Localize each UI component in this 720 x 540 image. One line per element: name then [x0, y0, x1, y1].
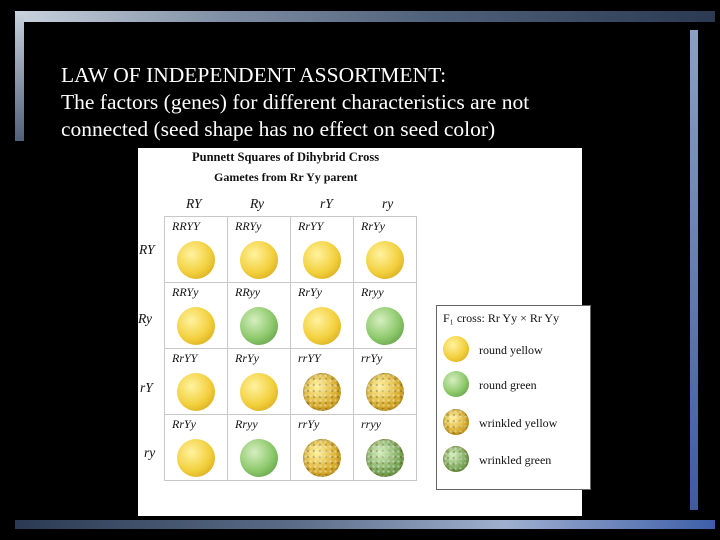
genotype-label: RRYy: [172, 285, 199, 299]
legend-label-round-yellow: round yellow: [479, 343, 543, 357]
wrinkle-texture: [366, 439, 404, 477]
punnett-cell: [353, 282, 417, 349]
frame-top-bar: [15, 11, 715, 22]
seed-round-yellow: [177, 241, 215, 279]
frame-right-bar: [690, 30, 698, 510]
legend-label-wrinkled-yellow: wrinkled yellow: [479, 416, 558, 430]
punnett-cell: [353, 216, 417, 283]
slide-title: [61, 62, 621, 143]
punnett-cell: [227, 348, 291, 415]
frame-bottom-bar: [15, 520, 715, 529]
frame-left-bar: [15, 11, 24, 141]
genotype-label: rrYy: [298, 417, 320, 431]
title-line-3: connected (seed shape has no effect on seed color): [61, 117, 496, 141]
genotype-label: RrYy: [172, 417, 196, 431]
seed-wrinkled-yellow: [303, 439, 341, 477]
punnett-cell: [227, 282, 291, 349]
punnett-cell: [290, 414, 354, 481]
seed-round-green: [366, 307, 404, 345]
genotype-label: Rryy: [235, 417, 258, 431]
genotype-label: RrYy: [361, 219, 385, 233]
punnett-cell: [290, 282, 354, 349]
legend-seed-round-yellow: [443, 336, 469, 362]
wrinkle-texture: [366, 373, 404, 411]
seed-round-yellow: [177, 439, 215, 477]
genotype-label: RrYY: [298, 219, 324, 233]
figure-heading: Punnett Squares of Dihybrid Cross: [192, 150, 380, 164]
title-line-1: LAW OF INDEPENDENT ASSORTMENT:: [61, 63, 447, 87]
legend-seed-wrinkled-yellow: [443, 409, 469, 435]
punnett-cell: [290, 216, 354, 283]
punnett-cell: [353, 414, 417, 481]
seed-round-yellow: [240, 241, 278, 279]
title-line-2: The factors (genes) for different characteristics are not: [61, 90, 530, 114]
genotype-label: RRYy: [235, 219, 262, 233]
row-gamete-label: Ry: [138, 311, 152, 326]
wrinkle-texture: [443, 446, 469, 472]
genotype-label: RrYY: [172, 351, 198, 365]
genotype-label: Rryy: [361, 285, 384, 299]
wrinkle-texture: [303, 439, 341, 477]
legend-label-wrinkled-green: wrinkled green: [479, 453, 552, 467]
legend-seed-wrinkled-green: [443, 446, 469, 472]
genotype-label: RrYy: [235, 351, 259, 365]
legend-seed-round-green: [443, 371, 469, 397]
figure-subheading: Gametes from Rr Yy parent: [214, 170, 358, 184]
seed-round-green: [240, 439, 278, 477]
seed-round-yellow: [303, 241, 341, 279]
seed-wrinkled-yellow: [303, 373, 341, 411]
punnett-cell: [353, 348, 417, 415]
seed-round-yellow: [366, 241, 404, 279]
seed-round-yellow: [303, 307, 341, 345]
punnett-cell: [164, 414, 228, 481]
legend-cross-label: F₁ cross: Rr Yy × Rr Yy: [443, 311, 560, 325]
column-gamete-label: rY: [320, 196, 333, 211]
genotype-label: rrYY: [298, 351, 321, 365]
seed-wrinkled-yellow: [366, 373, 404, 411]
row-gamete-label: ry: [144, 445, 156, 460]
seed-round-green: [240, 307, 278, 345]
row-gamete-label: rY: [140, 380, 153, 395]
punnett-cell: [290, 348, 354, 415]
legend-label-round-green: round green: [479, 378, 537, 392]
punnett-cell: [164, 216, 228, 283]
seed-round-yellow: [177, 373, 215, 411]
legend-panel: [436, 305, 591, 490]
wrinkle-texture: [303, 373, 341, 411]
punnett-cell: [227, 216, 291, 283]
column-gamete-label: RY: [186, 196, 202, 211]
column-gamete-label: Ry: [250, 196, 264, 211]
column-gamete-label: ry: [382, 196, 394, 211]
row-gamete-label: RY: [139, 242, 155, 257]
punnett-cell: [227, 414, 291, 481]
punnett-cell: [164, 348, 228, 415]
punnett-cell: [164, 282, 228, 349]
genotype-label: RrYy: [298, 285, 322, 299]
wrinkle-texture: [443, 409, 469, 435]
seed-round-yellow: [177, 307, 215, 345]
genotype-label: RRyy: [235, 285, 261, 299]
genotype-label: rrYy: [361, 351, 383, 365]
genotype-label: rryy: [361, 417, 381, 431]
genotype-label: RRYY: [172, 219, 200, 233]
seed-wrinkled-green: [366, 439, 404, 477]
seed-round-yellow: [240, 373, 278, 411]
